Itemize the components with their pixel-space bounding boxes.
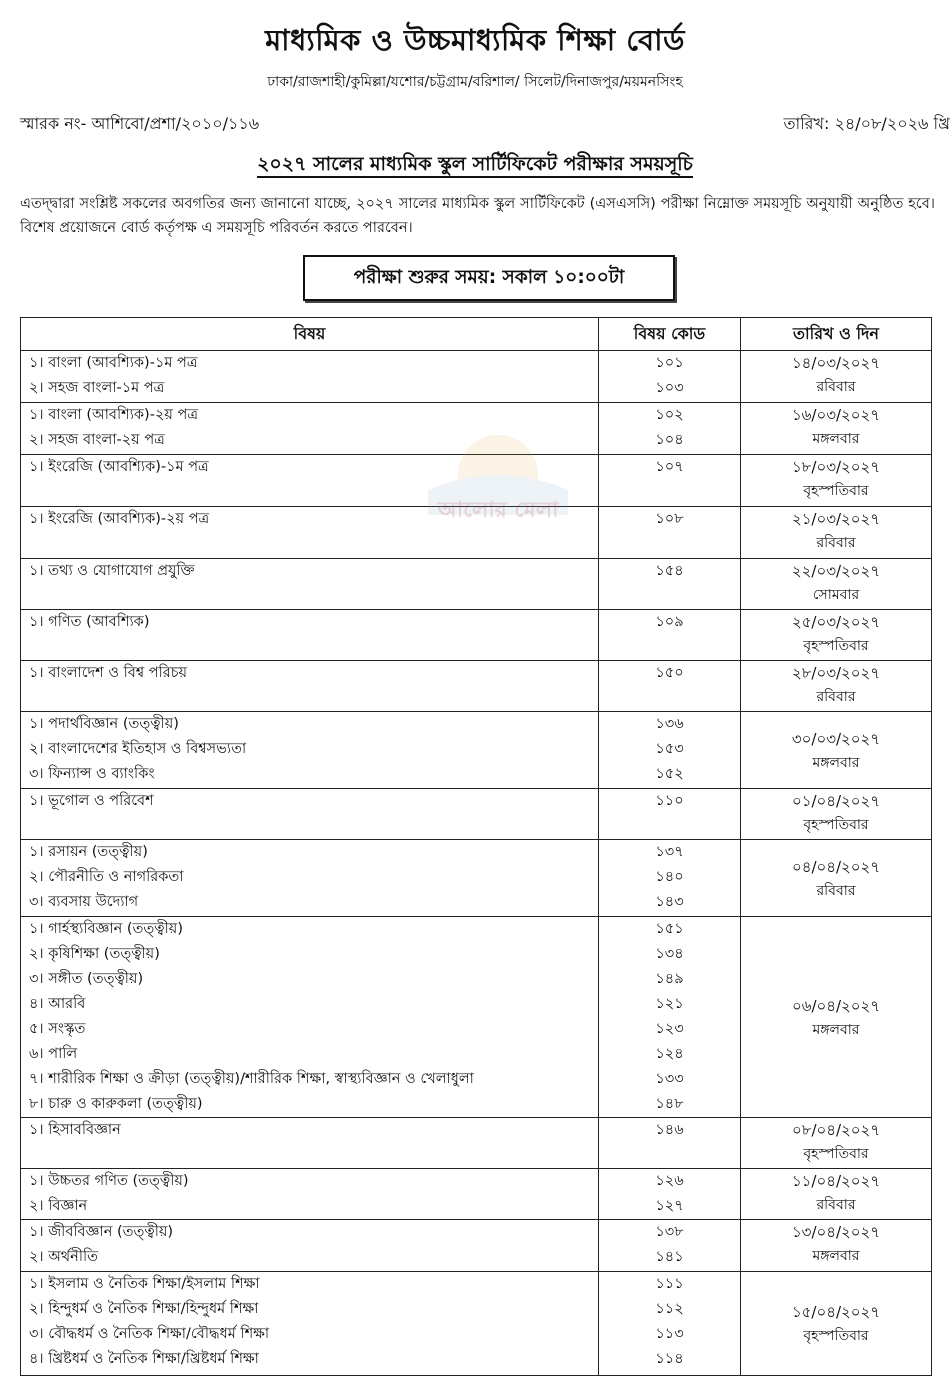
table-row — [21, 1169, 932, 1220]
table-row — [21, 610, 932, 661]
exam-day: রবিবার — [816, 689, 856, 705]
date-cell — [741, 917, 932, 1118]
table-row — [21, 455, 932, 507]
date-cell — [741, 712, 932, 789]
subject-code: ১৪৩ — [655, 894, 684, 910]
subject-code: ১৫৪ — [655, 563, 684, 579]
exam-date: ০৮/০৪/২০২৭ — [791, 1121, 881, 1139]
code-cell — [599, 712, 741, 789]
subject-name: ৮। চারু ও কারুকলা (তত্ত্বীয়) — [29, 1096, 203, 1112]
code-cell — [599, 507, 741, 559]
subject-name: ৪। খ্রিষ্টধর্ম ও নৈতিক শিক্ষা/খ্রিষ্টধর্ম শিক্ষা — [29, 1351, 259, 1367]
exam-date: ১৫/০৪/২০২৭ — [791, 1303, 881, 1321]
subject-name: ৪। আরবি — [29, 996, 86, 1012]
exam-day: বৃহস্পতিবার — [803, 1328, 869, 1344]
subject-cell — [21, 917, 599, 1118]
subject-name: ২। অর্থনীতি — [29, 1249, 99, 1265]
table-row — [21, 351, 932, 403]
exam-day: সোমবার — [812, 587, 860, 603]
subject-code: ১০৯ — [655, 614, 684, 630]
subject-code: ১৫১ — [655, 921, 684, 937]
subject-code: ১১৩ — [655, 1326, 684, 1342]
date-cell — [741, 559, 932, 610]
exam-day: রবিবার — [816, 882, 856, 899]
exam-day: বৃহস্পতিবার — [803, 817, 869, 833]
date-header: তারিখ ও দিন — [741, 318, 932, 351]
subject-name: ১। বাংলা (আবশ্যিক)-১ম পত্র — [29, 355, 198, 371]
subject-cell — [21, 789, 599, 840]
date-cell — [741, 1169, 932, 1220]
date-cell — [741, 610, 932, 661]
subject-name: ১। ইংরেজি (আবশ্যিক)-২য় পত্র — [29, 511, 210, 527]
table-row — [21, 840, 932, 917]
issue-date: তারিখ: ২৪/০৮/২০২৬ খ্রি — [783, 114, 950, 133]
subject-cell — [21, 1220, 599, 1272]
exam-schedule-table — [20, 317, 932, 1376]
subject-name: ৩। ফিন্যান্স ও ব্যাংকিং — [29, 766, 155, 782]
code-cell — [599, 403, 741, 455]
subject-name: ১। গণিত (আবশ্যিক) — [29, 614, 150, 630]
subject-code: ১০৪ — [655, 432, 684, 448]
table-body — [21, 351, 932, 1376]
subject-code: ১৫২ — [655, 766, 684, 782]
table-row — [21, 1118, 932, 1169]
subject-name: ১। ইংরেজি (আবশ্যিক)-১ম পত্র — [29, 459, 209, 475]
exam-date: ১৮/০৩/২০২৭ — [791, 458, 881, 476]
notice-paragraph: এতদ্দ্বারা সংশ্লিষ্ট সকলের অবগতির জন্য জানানো যাচ্ছে, ২০২৭ সালের মাধ্যমিক স্কুল সার্টিফিকেট (এসএসসি) পরীক্ষা নিম্নোক্ত সময়সূচি অনুযায়ী অনুষ্ঠিত হবে। বিশেষ প্রয়োজনে বোর্ড কর্তৃপক্ষ এ সময়সূচি পরিবর্তন করতে পারবেন। — [20, 196, 935, 236]
subject-name: ১। উচ্চতর গণিত (তত্ত্বীয়) — [29, 1173, 189, 1189]
subject-cell — [21, 840, 599, 917]
subject-code: ১০৭ — [655, 459, 684, 475]
subject-code: ১৩৪ — [655, 946, 684, 962]
subject-name: ১। ইসলাম ও নৈতিক শিক্ষা/ইসলাম শিক্ষা — [29, 1276, 260, 1292]
table-row — [21, 507, 932, 559]
exam-day: বৃহস্পতিবার — [803, 483, 869, 499]
code-cell — [599, 559, 741, 610]
subject-name: ২। সহজ বাংলা-১ম পত্র — [29, 380, 165, 396]
date-cell — [741, 507, 932, 559]
exam-day: মঙ্গলবার — [812, 1021, 860, 1038]
table-row — [21, 1220, 932, 1272]
exam-date: ১১/০৪/২০২৭ — [791, 1172, 881, 1190]
table-row — [21, 403, 932, 455]
subject-name: ১। গার্হস্থ্যবিজ্ঞান (তত্ত্বীয়) — [29, 921, 183, 937]
subject-cell — [21, 1272, 599, 1376]
subject-name: ২। কৃষিশিক্ষা (তত্ত্বীয়) — [29, 946, 160, 962]
subject-cell — [21, 712, 599, 789]
date-cell — [741, 1220, 932, 1272]
subject-cell — [21, 610, 599, 661]
code-cell — [599, 1272, 741, 1376]
subject-code: ১২৭ — [655, 1198, 684, 1214]
subject-code: ১২১ — [655, 996, 684, 1012]
subject-cell — [21, 661, 599, 712]
table-row — [21, 917, 932, 1118]
subject-code: ১৪৯ — [655, 971, 684, 987]
schedule-heading: ২০২৭ সালের মাধ্যমিক স্কুল সার্টিফিকেট পরীক্ষার সময়সূচি — [0, 150, 950, 182]
subject-code: ১৪৬ — [655, 1122, 684, 1138]
table-row — [21, 559, 932, 610]
table-row — [21, 1272, 932, 1376]
subject-code: ১০৩ — [655, 380, 684, 396]
table-row — [21, 789, 932, 840]
exam-day: রবিবার — [816, 379, 856, 395]
code-cell — [599, 351, 741, 403]
table-row — [21, 661, 932, 712]
exam-date: ১৩/০৪/২০২৭ — [791, 1223, 881, 1241]
memo-number: স্মারক নং- আশিবো/প্রশা/২০১০/১১৬ — [20, 114, 260, 133]
code-cell — [599, 917, 741, 1118]
exam-day: মঙ্গলবার — [812, 431, 860, 447]
subject-code: ১২৪ — [655, 1046, 684, 1062]
code-cell — [599, 1169, 741, 1220]
subject-code: ১৪১ — [655, 1249, 684, 1265]
subject-name: ১। রসায়ন (তত্ত্বীয়) — [29, 844, 148, 860]
subject-name: ১। পদার্থবিজ্ঞান (তত্ত্বীয়) — [29, 716, 179, 732]
subject-name: ২। পৌরনীতি ও নাগরিকতা — [29, 869, 184, 885]
exam-date: ২৫/০৩/২০২৭ — [791, 613, 881, 631]
board-title: মাধ্যমিক ও উচ্চমাধ্যমিক শিক্ষা বোর্ড — [265, 23, 685, 57]
subject-cell — [21, 351, 599, 403]
subject-name: ৫। সংস্কৃত — [29, 1021, 86, 1037]
exam-day: বৃহস্পতিবার — [803, 638, 869, 654]
exam-date: ২১/০৩/২০২৭ — [791, 510, 881, 528]
exam-day: মঙ্গলবার — [812, 754, 860, 771]
exam-date: ১৬/০৩/২০২৭ — [791, 406, 881, 424]
subject-code: ১১২ — [655, 1301, 684, 1317]
subject-cell — [21, 1169, 599, 1220]
subject-code: ১১৪ — [655, 1351, 684, 1367]
subject-code: ১০২ — [655, 407, 684, 423]
code-header: বিষয় কোড — [599, 318, 741, 351]
exam-day: বৃহস্পতিবার — [803, 1146, 869, 1162]
subject-code: ১১০ — [655, 793, 684, 809]
subject-cell — [21, 559, 599, 610]
date-cell — [741, 840, 932, 917]
subject-code: ১০১ — [655, 355, 684, 371]
subject-name: ১। তথ্য ও যোগাযোগ প্রযুক্তি — [29, 563, 195, 579]
code-cell — [599, 789, 741, 840]
subject-name: ২। বিজ্ঞান — [29, 1198, 88, 1214]
exam-day: রবিবার — [816, 1197, 856, 1213]
code-cell — [599, 1220, 741, 1272]
subject-name: ২। হিন্দুধর্ম ও নৈতিক শিক্ষা/হিন্দুধর্ম শিক্ষা — [29, 1301, 259, 1317]
subject-name: ২। বাংলাদেশের ইতিহাস ও বিশ্বসভ্যতা — [29, 741, 247, 757]
date-cell — [741, 1118, 932, 1169]
subject-name: ১। জীববিজ্ঞান (তত্ত্বীয়) — [29, 1224, 174, 1240]
subject-name: ১। বাংলাদেশ ও বিশ্ব পরিচয় — [29, 665, 188, 681]
subject-name: ২। সহজ বাংলা-২য় পত্র — [29, 432, 165, 448]
subject-code: ১২৬ — [655, 1173, 684, 1189]
date-cell — [741, 455, 932, 507]
date-cell — [741, 789, 932, 840]
code-cell — [599, 661, 741, 712]
subject-name: ১। ভূগোল ও পরিবেশ — [29, 793, 154, 809]
code-cell — [599, 610, 741, 661]
subject-code: ১৩৭ — [655, 844, 684, 860]
table-row — [21, 712, 932, 789]
subject-code: ১৩৬ — [655, 716, 684, 732]
subject-name: ৩। ব্যবসায় উদ্যোগ — [29, 894, 139, 910]
exam-time-box: পরীক্ষা শুরুর সময়: সকাল ১০:০০টা — [303, 255, 675, 301]
subject-name: ৩। বৌদ্ধধর্ম ও নৈতিক শিক্ষা/বৌদ্ধধর্ম শিক্ষা — [29, 1326, 270, 1342]
date-cell — [741, 403, 932, 455]
date-cell — [741, 351, 932, 403]
exam-day: মঙ্গলবার — [812, 1248, 860, 1264]
date-cell — [741, 1272, 932, 1376]
subject-name: ১। হিসাববিজ্ঞান — [29, 1122, 121, 1138]
subject-cell — [21, 403, 599, 455]
subject-code: ১২৩ — [655, 1021, 684, 1037]
board-list: ঢাকা/রাজশাহী/কুমিল্লা/যশোর/চট্টগ্রাম/বরিশাল/ সিলেট/দিনাজপুর/ময়মনসিংহ — [267, 74, 683, 90]
subject-name: ৬। পালি — [29, 1046, 78, 1062]
table-header-row — [21, 318, 932, 351]
exam-date: ১৪/০৩/২০২৭ — [791, 354, 881, 372]
subject-code: ১৪৮ — [655, 1096, 684, 1112]
exam-date: ০৪/০৪/২০২৭ — [791, 857, 881, 876]
subject-header: বিষয় — [21, 318, 599, 351]
subject-code: ১৫৩ — [655, 741, 684, 757]
subject-cell — [21, 1118, 599, 1169]
exam-date: ২২/০৩/২০২৭ — [791, 562, 881, 580]
watermark-text: আলোর মেলা — [437, 498, 559, 523]
subject-code: ১৩৮ — [655, 1224, 684, 1240]
code-cell — [599, 455, 741, 507]
subject-code: ১৪০ — [655, 869, 684, 885]
subject-code: ১৩৩ — [655, 1071, 684, 1087]
exam-date: ০১/০৪/২০২৭ — [791, 792, 881, 810]
subject-code: ১৫০ — [655, 665, 684, 681]
exam-day: রবিবার — [816, 535, 856, 551]
code-cell — [599, 840, 741, 917]
subject-name: ১। বাংলা (আবশ্যিক)-২য় পত্র — [29, 407, 199, 423]
subject-name: ৩। সঙ্গীত (তত্ত্বীয়) — [29, 971, 144, 987]
exam-date: ৩০/০৩/২০২৭ — [791, 729, 881, 748]
subject-cell — [21, 455, 599, 507]
subject-name: ৭। শারীরিক শিক্ষা ও ক্রীড়া (তত্ত্বীয়)/শারীরিক শিক্ষা, স্বাস্থ্যবিজ্ঞান ও খেলাধুলা — [29, 1071, 474, 1087]
subject-cell — [21, 507, 599, 559]
date-cell — [741, 661, 932, 712]
exam-date: ০৬/০৪/২০২৭ — [791, 996, 881, 1015]
subject-code: ১০৮ — [655, 511, 684, 527]
exam-date: ২৮/০৩/২০২৭ — [791, 664, 881, 682]
code-cell — [599, 1118, 741, 1169]
subject-code: ১১১ — [655, 1276, 684, 1292]
